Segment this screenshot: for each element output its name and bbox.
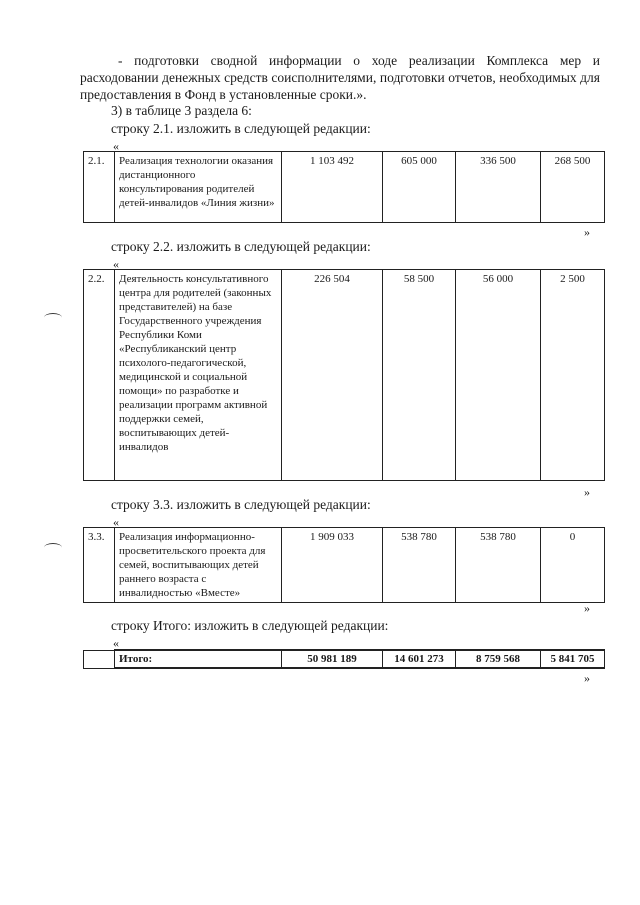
table-row xyxy=(84,152,605,223)
item-3-line: 3) в таблице 3 раздела 6: xyxy=(111,103,252,118)
value-total: 226 504 xyxy=(282,270,383,481)
table-row xyxy=(84,528,605,603)
table-row xyxy=(84,650,605,668)
close-quote-mark: » xyxy=(584,671,590,685)
value-total: 1 103 492 xyxy=(282,152,383,223)
value-col-4: 268 500 xyxy=(541,152,605,223)
total-row-table xyxy=(83,649,605,669)
open-quote-mark: « xyxy=(113,636,119,650)
row-number: 3.3. xyxy=(84,528,115,603)
value-col-4: 5 841 705 xyxy=(541,650,605,668)
value-col-4: 0 xyxy=(541,528,605,603)
open-quote-mark: « xyxy=(113,515,119,529)
value-total: 1 909 033 xyxy=(282,528,383,603)
row-number: 2.1. xyxy=(84,152,115,223)
value-col-3: 336 500 xyxy=(456,152,541,223)
value-col-4: 2 500 xyxy=(541,270,605,481)
row-description: Деятельность консультативного центра для родителей (законных представителей) на базе Государственного учреждения Республики Коми «Республиканский центр психолого-педагогической, медицинской и социальной помощи» по разработке и реализации программ активной поддержки семей, воспитывающих детей-инвалидов xyxy=(115,270,282,481)
section-heading-2-2: строку 2.2. изложить в следующей редакции: xyxy=(111,239,371,254)
margin-pen-mark xyxy=(44,543,62,552)
row-2-2-table xyxy=(83,269,605,481)
value-col-2: 605 000 xyxy=(383,152,456,223)
section-heading-3-3: строку 3.3. изложить в следующей редакции: xyxy=(111,497,371,512)
row-description: Итого: xyxy=(115,650,282,668)
row-3-3-table xyxy=(83,527,605,603)
margin-pen-mark xyxy=(44,313,62,322)
row-description: Реализация информационно-просветительского проекта для семей, воспитывающих детей раннего возраста с инвалидностью «Вместе» xyxy=(115,528,282,603)
value-col-2: 14 601 273 xyxy=(383,650,456,668)
open-quote-mark: « xyxy=(113,257,119,271)
section-heading-2-1: строку 2.1. изложить в следующей редакции: xyxy=(111,121,371,136)
value-col-3: 56 000 xyxy=(456,270,541,481)
row-2-1-table xyxy=(83,151,605,223)
open-quote-mark: « xyxy=(113,139,119,153)
intro-paragraph: - подготовки сводной информации о ходе реализации Комплекса мер и расходовании денежных средств соисполнителями, подготовки отчетов, необходимых для предоставления в Фонд в установленные сроки.». xyxy=(80,53,600,102)
value-total: 50 981 189 xyxy=(282,650,383,668)
row-number xyxy=(84,650,115,668)
close-quote-mark: » xyxy=(584,601,590,615)
value-col-2: 58 500 xyxy=(383,270,456,481)
value-col-2: 538 780 xyxy=(383,528,456,603)
table-row xyxy=(84,270,605,481)
value-col-3: 8 759 568 xyxy=(456,650,541,668)
row-number: 2.2. xyxy=(84,270,115,481)
value-col-3: 538 780 xyxy=(456,528,541,603)
section-heading-total: строку Итого: изложить в следующей редакции: xyxy=(111,618,389,633)
close-quote-mark: » xyxy=(584,225,590,239)
close-quote-mark: » xyxy=(584,485,590,499)
row-description: Реализация технологии оказания дистанционного консультирования родителей детей-инвалидов «Линия жизни» xyxy=(115,152,282,223)
